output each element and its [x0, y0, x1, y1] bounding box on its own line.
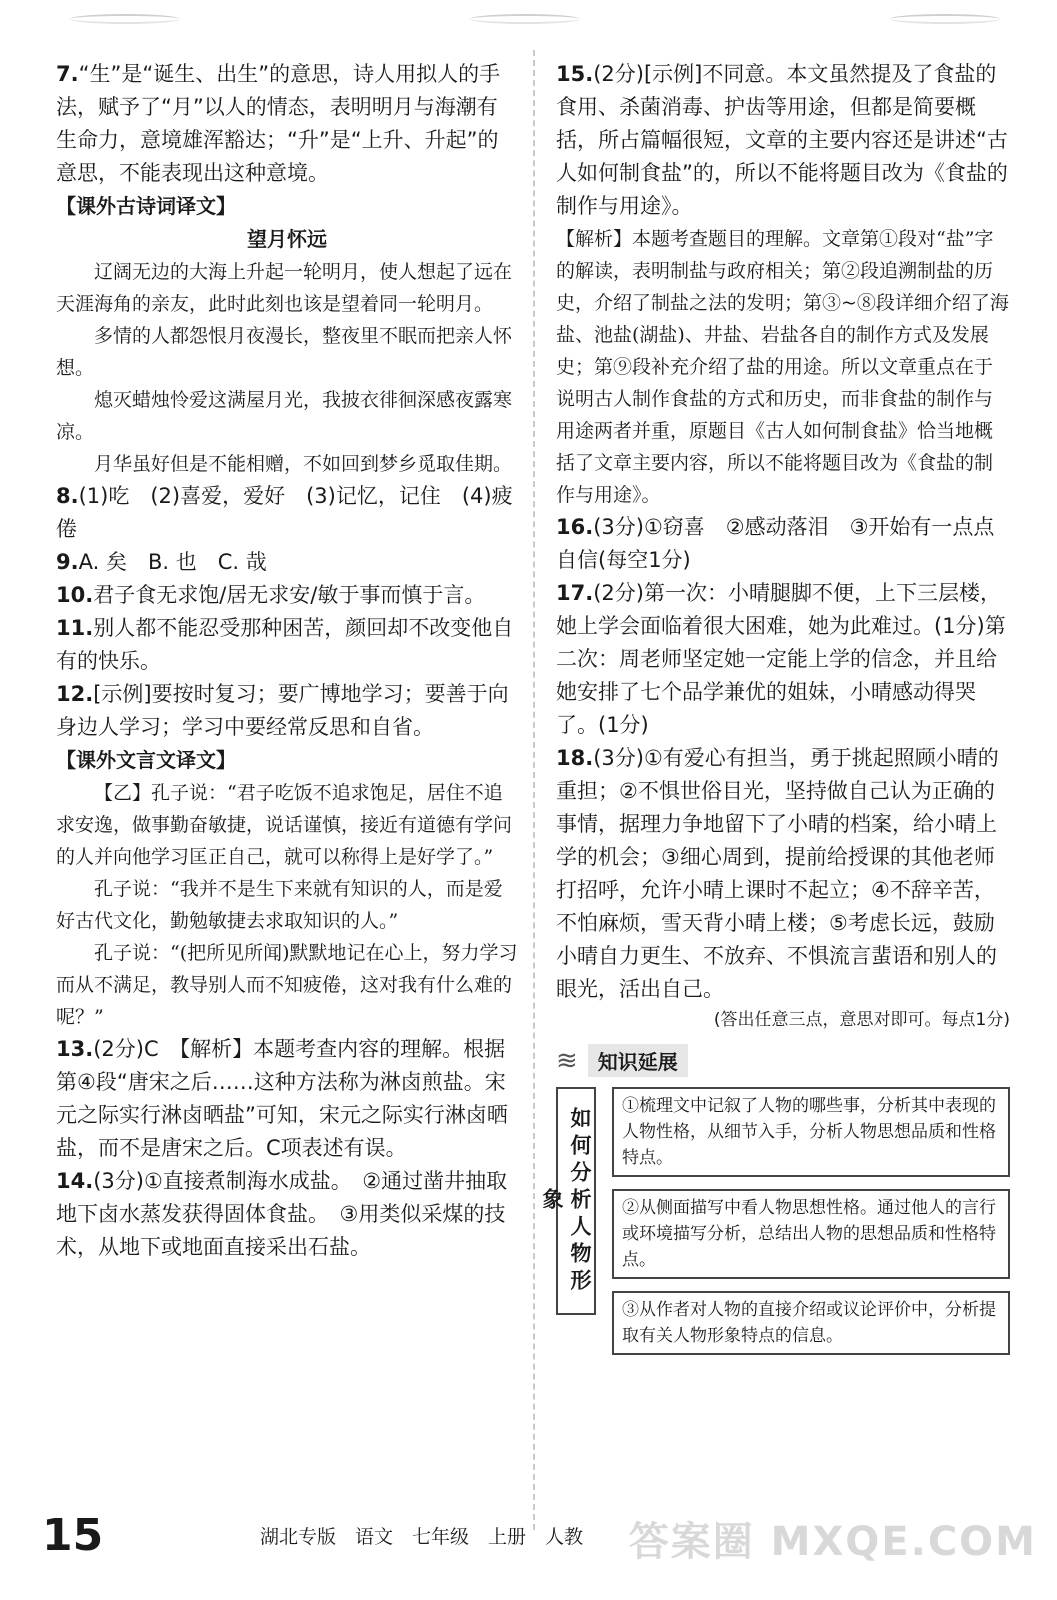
answer-7: 7.“生”是“诞生、出生”的意思，诗人用拟人的手法，赋予了“月”以人的情态，表明明月与海潮有生命力，意境雄浑豁达；“升”是“上升、升起”的意思，不能表现出这种意境。	[56, 62, 501, 185]
watermark: 答案圈 MXQE.COM	[628, 1519, 1037, 1565]
answer-16: 16.(3分)①窃喜 ②感动落泪 ③开始有一点点自信(每空1分)	[556, 515, 995, 572]
prose-paragraph: 【乙】孔子说：“君子吃饭不追求饱足，居住不追求安逸，做事勤奋敏捷，说话谨慎，接近有道德有学问的人并向他学习匡正自己，就可以称得上是好学了。”	[56, 782, 513, 868]
left-column	[56, 58, 518, 1264]
answer-13: 13.(2分)C 【解析】本题考查内容的理解。根据第④段“唐宋之后……这种方法称为淋卤煎盐。宋元之际实行淋卤晒盐”可知，宋元之际实行淋卤晒盐，而不是唐宋之后。C项表述有误。	[56, 1037, 508, 1160]
wave-lines-icon: ≋	[556, 1045, 578, 1076]
top-wave-decoration	[70, 14, 180, 24]
extension-item: ①梳理文中记叙了人物的哪些事，分析其中表现的人物性格，从细节入手，分析人物思想品质和性格特点。	[612, 1087, 1010, 1177]
answer-18-scoring-note: (答出任意三点，意思对即可。每点1分)	[713, 1010, 1010, 1030]
answer-9: 9.A. 矣 B. 也 C. 哉	[56, 550, 267, 574]
poem-paragraph: 辽阔无边的大海上升起一轮明月，使人想起了远在天涯海角的亲友，此时此刻也该是望着同一轮明月。	[56, 261, 513, 315]
extension-items	[612, 1087, 1010, 1367]
page-footer	[0, 1510, 1057, 1570]
knowledge-extension-title: 知识延展	[588, 1044, 688, 1077]
book-info: 湖北专版 语文 七年级 上册 人教	[260, 1526, 584, 1548]
page-number: 15	[42, 1510, 104, 1561]
knowledge-extension-box	[540, 1087, 1010, 1367]
poem-title: 望月怀远	[247, 227, 327, 251]
top-wave-decoration	[470, 14, 580, 24]
answer-18: 18.(3分)①有爱心有担当，勇于挑起照顾小晴的重担；②不惧世俗目光，坚持做自己认为正确的事情，据理力争地留下了小晴的档案，给小晴上学的机会；③细心周到，提前给授课的其他老师打招呼，允许小晴上课时不起立；④不辞辛苦，不怕麻烦，雪天背小晴上楼；⑤考虑长远，鼓励小晴自力更生、不放弃、不惧流言蜚语和别人的眼光，活出自己。	[556, 746, 999, 1001]
poem-paragraph: 月华虽好但是不能相赠，不如回到梦乡觅取佳期。	[94, 453, 513, 475]
extension-item: ③从作者对人物的直接介绍或议论评价中，分析提取有关人物形象特点的信息。	[612, 1291, 1010, 1355]
answer-14: 14.(3分)①直接煮制海水成盐。 ②通过凿井抽取地下卤水蒸发获得固体食盐。 ③用类似采煤的技术，从地下或地面直接采出石盐。	[56, 1169, 508, 1259]
prose-paragraph: 孔子说：“我并不是生下来就有知识的人，而是爱好古代文化，勤勉敏捷去求取知识的人。”	[56, 878, 503, 932]
answer-12: 12.[示例]要按时复习；要广博地学习；要善于向身边人学习；学习中要经常反思和自省。	[56, 682, 509, 739]
column-divider	[533, 50, 535, 1530]
prose-paragraph: 孔子说：“(把所见所闻)默默地记在心上，努力学习而从不满足，教导别人而不知疲倦，这对我有什么难的呢？”	[56, 942, 518, 1028]
extension-item: ②从侧面描写中看人物思想性格。通过他人的言行或环境描写分析，总结出人物的思想品质和性格特点。	[612, 1189, 1010, 1279]
extension-side-label: 如何分析人物形象	[556, 1087, 596, 1315]
right-column	[540, 58, 1010, 1367]
answer-8: 8.(1)吃 (2)喜爱，爱好 (3)记忆，记住 (4)疲倦	[56, 484, 513, 541]
knowledge-extension-header	[556, 1044, 1010, 1077]
answer-15-analysis: 【解析】本题考查题目的理解。文章第①段对“盐”字的解读，表明制盐与政府相关；第②段追溯制盐的历史，介绍了制盐之法的发明；第③~⑧段详细介绍了海盐、池盐(湖盐)、井盐、岩盐各自的制作方式及发展史；第⑨段补充介绍了盐的用途。所以文章重点在于说明古人制作食盐的方式和历史，而非食盐的制作与用途两者并重，原题目《古人如何制食盐》恰当地概括了文章主要内容，所以不能将题目改为《食盐的制作与用途》。	[556, 228, 1009, 506]
answer-11: 11.别人都不能忍受那种困苦，颜回却不改变他自有的快乐。	[56, 616, 514, 673]
poem-paragraph: 多情的人都怨恨月夜漫长，整夜里不眠而把亲人怀想。	[56, 325, 513, 379]
poem-paragraph: 熄灭蜡烛怜爱这满屋月光，我披衣徘徊深感夜露寒凉。	[56, 389, 513, 443]
answer-10: 10.君子食无求饱/居无求安/敏于事而慎于言。	[56, 583, 486, 607]
top-wave-decoration	[890, 14, 1000, 24]
answer-17: 17.(2分)第一次：小晴腿脚不便，上下三层楼，她上学会面临着很大困难，她为此难过。(1分)第二次：周老师坚定她一定能上学的信念，并且给她安排了七个品学兼优的姐妹，小晴感动得哭了。(1分)	[556, 581, 1006, 737]
answer-15: 15.(2分)[示例]不同意。本文虽然提及了食盐的食用、杀菌消毒、护齿等用途，但都是简要概括，所占篇幅很短，文章的主要内容还是讲述“古人如何制食盐”的，所以不能将题目改为《食盐的制作与用途》。	[556, 62, 1008, 218]
poem-translation-heading: 【课外古诗词译文】	[56, 194, 236, 218]
prose-translation-heading: 【课外文言文译文】	[56, 748, 236, 772]
